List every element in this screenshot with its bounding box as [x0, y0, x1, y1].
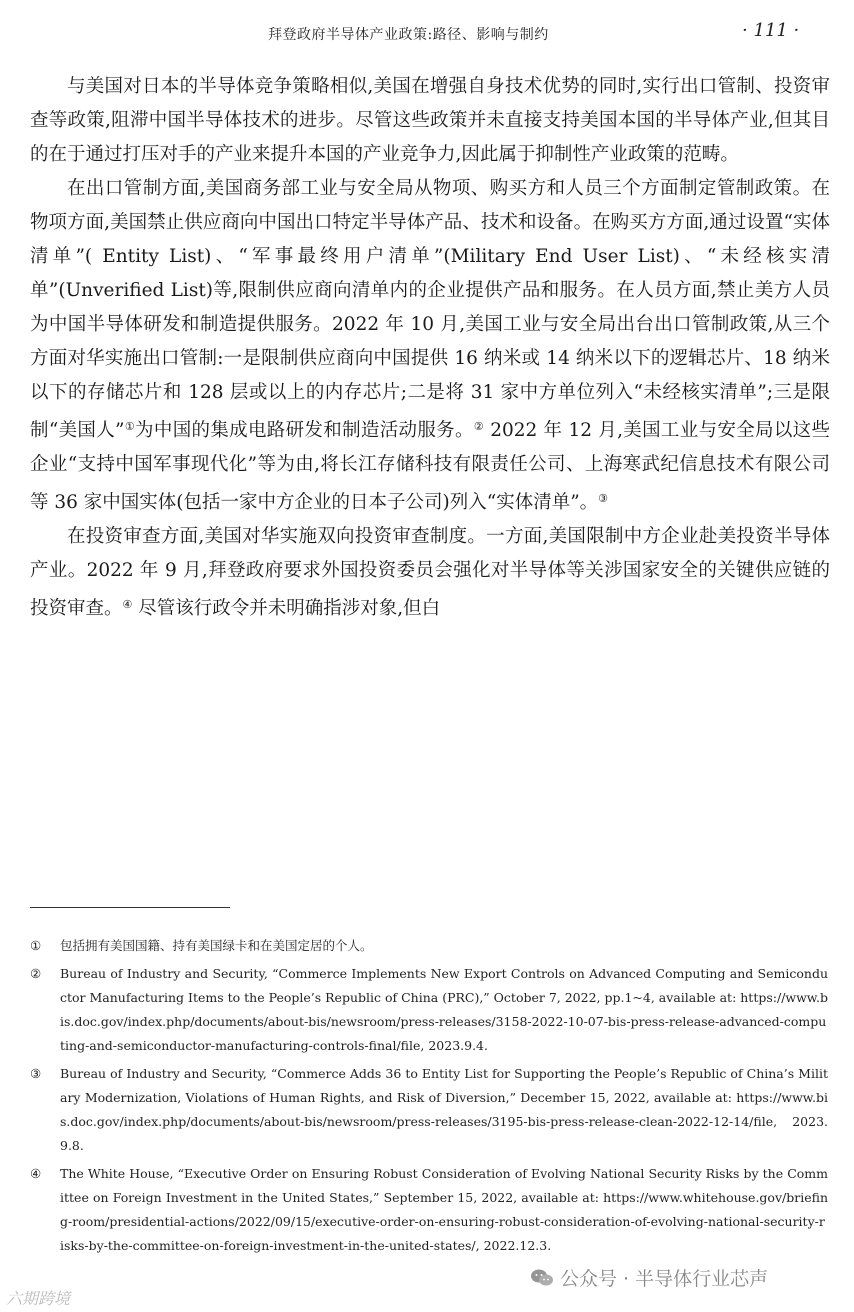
- corner-watermark-text: 六期跨境: [6, 1289, 71, 1308]
- footnote-mark: ②: [30, 966, 42, 981]
- paragraph-2: [30, 172, 830, 520]
- paragraph-3: [30, 520, 830, 626]
- footnote-mark: ①: [30, 938, 42, 953]
- paragraph-3-text-b: 尽管该行政令并未明确指涉对象,但白: [132, 598, 441, 619]
- footnotes: [30, 934, 828, 1262]
- footnote: [30, 1062, 828, 1158]
- corner-watermark: [6, 1286, 70, 1309]
- footnote-text: The White House, “Executive Order on Ensuring Robust Consideration of Evolving National Security Risks by the Committee on Foreign Investment in the United States,” September 15, 2022, available at: https://www.whitehouse.gov/briefing-room/presidential-actions/2022/09/15/executive-order-on-ensuring-robust-consideration-of-evolving-national-security-risks-by-the-committee-on-foreign-investment-in-the-united-states/, 2022.12.3.: [60, 1166, 828, 1253]
- wechat-watermark: [530, 1264, 768, 1291]
- paragraph-3-text-a: 在投资审查方面,美国对华实施双向投资审查制度。一方面,美国限制中方企业赴美投资半导体产业。2022 年 9 月,拜登政府要求外国投资委员会强化对半导体等关涉国家安全的关键供应链的投资审查。: [30, 526, 830, 619]
- paragraph-1: 与美国对日本的半导体竞争策略相似,美国在增强自身技术优势的同时,实行出口管制、投资审查等政策,阻滞中国半导体技术的进步。尽管这些政策并未直接支持美国本国的半导体产业,但其目的在于通过打压对手的产业来提升本国的产业竞争力,因此属于抑制性产业政策的范畴。: [30, 76, 830, 165]
- footnote-text: Bureau of Industry and Security, “Commerce Adds 36 to Entity List for Supporting the People’s Republic of China’s Military Modernization, Violations of Human Rights, and Risk of Diversion,” December 15, 2022, available at: https://www.bis.doc.gov/index.php/documents/about-bis/newsroom/press-releases/3195-bis-press-release-clean-2022-12-14/file, 2023.9.8.: [60, 1066, 828, 1153]
- wechat-watermark-text: 公众号 · 半导体行业芯声: [560, 1268, 769, 1290]
- page-number: · 111 ·: [742, 20, 800, 41]
- wechat-icon: [530, 1268, 554, 1288]
- footnote: [30, 962, 828, 1058]
- footnote-ref-1[interactable]: ①: [124, 420, 136, 433]
- footnote-text: Bureau of Industry and Security, “Commerce Implements New Export Controls on Advanced Computing and Semiconductor Manufacturing Items to the People’s Republic of China (PRC),” October 7, 2022, pp.1~4, available at: https://www.bis.doc.gov/index.php/documents/about-bis/newsroom/press-releases/3158-2022-10-07-bis-press-release-advanced-computing-and-semiconductor-manufacturing-controls-final/file, 2023.9.4.: [60, 966, 828, 1053]
- running-title: 拜登政府半导体产业政策:路径、影响与制约: [268, 27, 549, 43]
- footnote: [30, 934, 828, 958]
- paragraph-2-text-c: 2022 年 12 月,美国工业与安全局以这些企业“支持中国军事现代化”等为由,将长江存储科技有限责任公司、上海寒武纪信息技术有限公司等 36 家中国实体(包括一家中方企业的日本子公司)列入“实体清单”。: [30, 420, 830, 513]
- footnote: [30, 1162, 828, 1258]
- footnote-ref-4[interactable]: ④: [122, 598, 133, 611]
- footnote-mark: ④: [30, 1166, 42, 1181]
- footnote-ref-3[interactable]: ③: [598, 492, 609, 505]
- footnote-divider: [30, 907, 230, 908]
- paragraph-2-text-b: 为中国的集成电路研发和制造活动服务。: [135, 420, 474, 441]
- footnote-ref-2[interactable]: ②: [473, 420, 485, 433]
- page-header: [0, 20, 854, 48]
- paragraph-2-text-a: 在出口管制方面,美国商务部工业与安全局从物项、购买方和人员三个方面制定管制政策。在物项方面,美国禁止供应商向中国出口特定半导体产品、技术和设备。在购买方方面,通过设置“实体清单”( Entity List)、“军事最终用户清单”(Military End User List)、“未经核实清单”(Unverified List)等,限制供应商向清单内的企业提供产品和服务。在人员方面,禁止美方人员为中国半导体研发和制造提供服务。2022 年 10 月,美国工业与安全局出台出口管制政策,从三个方面对华实施出口管制:一是限制供应商向中国提供 16 纳米或 14 纳米以下的逻辑芯片、18 纳米以下的存储芯片和 128 层或以上的内存芯片;二是将 31 家中方单位列入“未经核实清单”;三是限制“美国人”: [30, 178, 830, 441]
- footnote-mark: ③: [30, 1066, 42, 1081]
- main-body: [30, 70, 830, 626]
- footnote-text: 包括拥有美国国籍、持有美国绿卡和在美国定居的个人。: [60, 938, 373, 953]
